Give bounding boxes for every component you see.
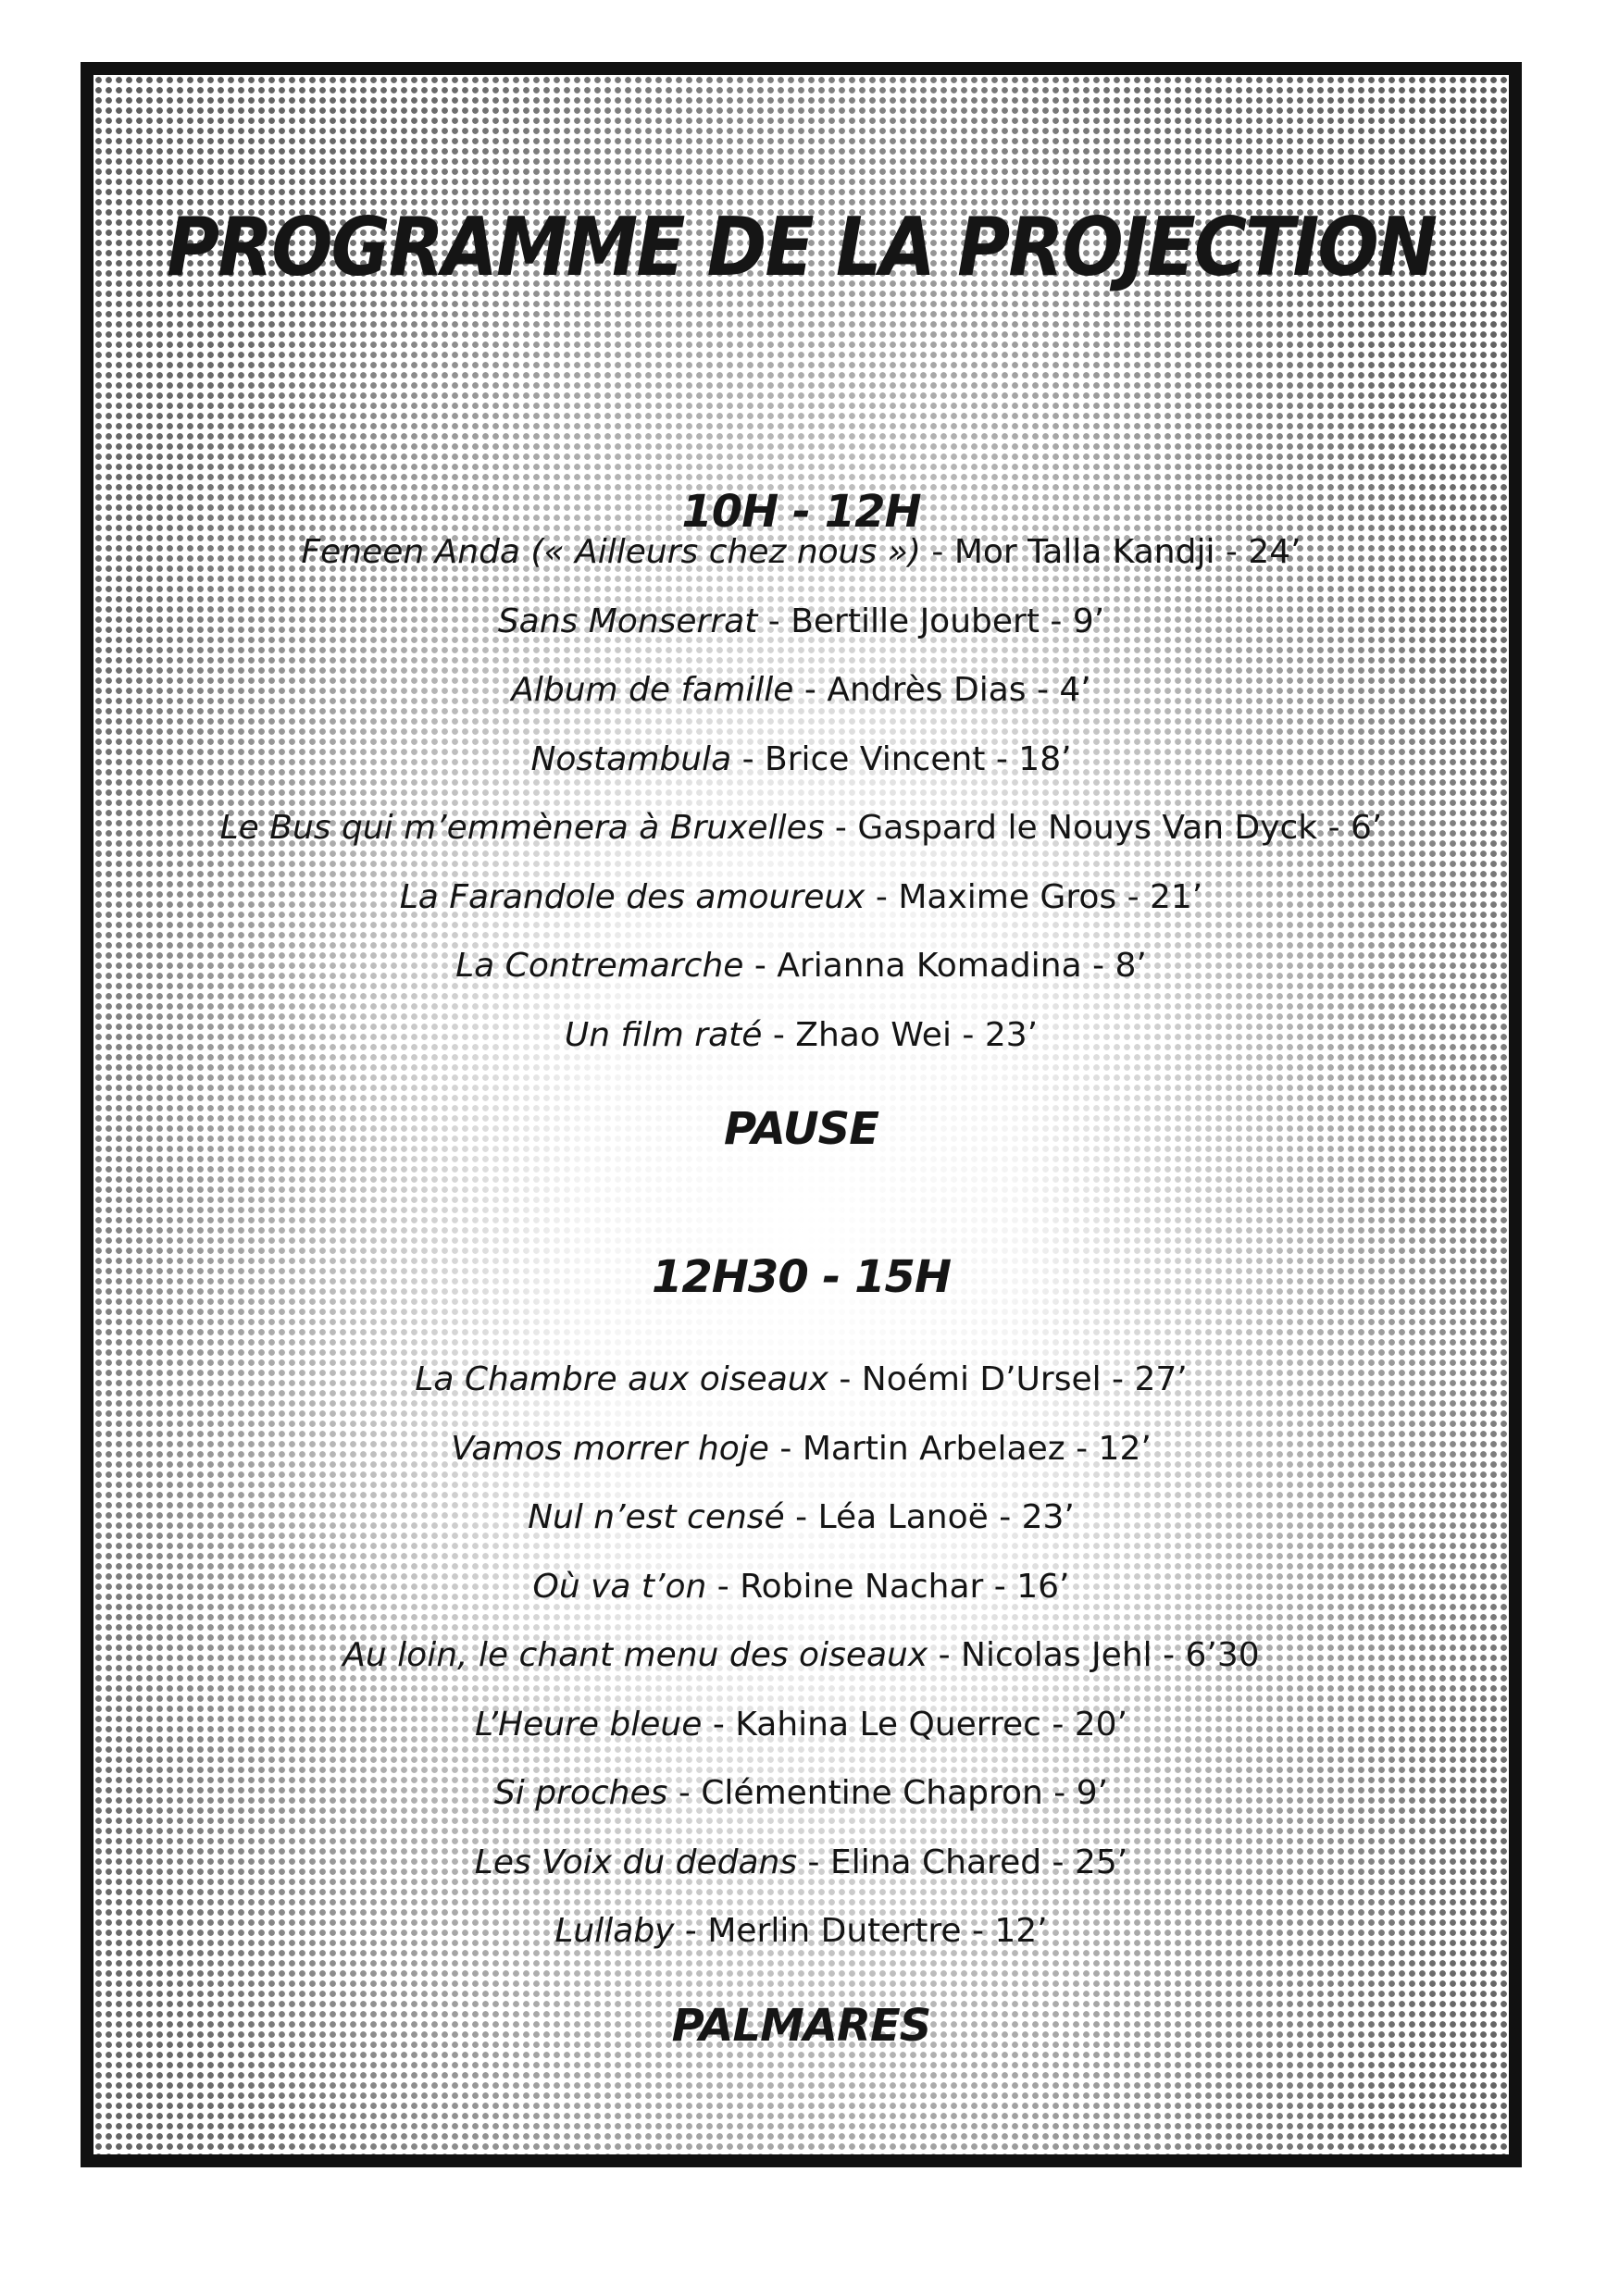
film-entry <box>93 1483 1509 1553</box>
pause-heading: PAUSE <box>723 1103 879 1155</box>
film-title: Lullaby <box>554 1912 675 1950</box>
film-credit: - Martin Arbelaez - 12’ <box>768 1429 1152 1468</box>
film-credit: - Merlin Dutertre - 12’ <box>674 1912 1048 1950</box>
film-title: L’Heure bleue <box>474 1705 703 1744</box>
session-2-heading: 12H30 - 15H <box>651 1251 952 1303</box>
film-entry <box>93 656 1509 726</box>
page-title: PROGRAMME DE LA PROJECTION <box>167 201 1436 295</box>
film-title: Vamos morrer hoje <box>451 1429 769 1468</box>
film-entry <box>93 1346 1509 1415</box>
film-title: La Contremarche <box>455 947 744 985</box>
film-entry <box>93 1829 1509 1898</box>
film-title: Si proches <box>493 1774 668 1812</box>
film-title: La Farandole des amoureux <box>399 877 866 916</box>
film-credit: - Robine Nachar - 16’ <box>706 1567 1070 1606</box>
film-title: Nul n’est censé <box>528 1498 785 1536</box>
film-entry <box>93 1621 1509 1691</box>
film-entry <box>93 1691 1509 1760</box>
film-entry <box>93 588 1509 657</box>
film-entry <box>93 863 1509 933</box>
poster-content <box>93 75 1509 2154</box>
film-title: La Chambre aux oiseaux <box>415 1360 828 1398</box>
film-credit: - Kahina Le Querrec - 20’ <box>702 1705 1128 1744</box>
film-entry <box>93 1415 1509 1484</box>
film-title: Les Voix du dedans <box>474 1843 798 1881</box>
film-entry <box>93 794 1509 863</box>
programme-poster <box>81 62 1522 2167</box>
film-credit: - Bertille Joubert - 9’ <box>757 602 1105 640</box>
film-title: Feneen Anda (« Ailleurs chez nous ») <box>301 533 921 571</box>
film-credit: - Zhao Wei - 23’ <box>762 1015 1039 1054</box>
film-credit: - Gaspard le Nouys Van Dyck - 6’ <box>824 809 1383 847</box>
session-1-heading: 10H - 12H <box>681 486 921 538</box>
film-title: Où va t’on <box>532 1567 707 1606</box>
film-title: Le Bus qui m’emmènera à Bruxelles <box>219 809 825 847</box>
film-credit: - Andrès Dias - 4’ <box>793 671 1091 709</box>
film-credit: - Noémi D’Ursel - 27’ <box>828 1360 1188 1398</box>
film-credit: - Mor Talla Kandji - 24’ <box>920 533 1301 571</box>
film-title: Un film raté <box>564 1015 763 1054</box>
palmares-heading: PALMARES <box>671 2000 931 2052</box>
session-2-film-list <box>93 1346 1509 1967</box>
film-entry <box>93 1759 1509 1829</box>
film-credit: - Léa Lanoë - 23’ <box>784 1498 1075 1536</box>
session-1-film-list <box>93 518 1509 1070</box>
film-credit: - Clémentine Chapron - 9’ <box>667 1774 1109 1812</box>
film-title: Au loin, le chant menu des oiseaux <box>342 1636 928 1674</box>
film-credit: - Brice Vincent - 18’ <box>731 739 1072 778</box>
film-credit: - Nicolas Jehl - 6’30 <box>928 1636 1260 1674</box>
film-entry <box>93 1553 1509 1622</box>
film-title: Sans Monserrat <box>497 602 758 640</box>
film-entry <box>93 726 1509 795</box>
film-credit: - Maxime Gros - 21’ <box>865 877 1203 916</box>
film-credit: - Arianna Komadina - 8’ <box>743 947 1147 985</box>
film-entry <box>93 932 1509 1001</box>
film-entry <box>93 1897 1509 1967</box>
film-title: Album de famille <box>511 671 794 709</box>
film-title: Nostambula <box>530 739 732 778</box>
film-entry <box>93 1001 1509 1071</box>
film-entry <box>93 518 1509 588</box>
film-credit: - Elina Chared - 25’ <box>797 1843 1128 1881</box>
